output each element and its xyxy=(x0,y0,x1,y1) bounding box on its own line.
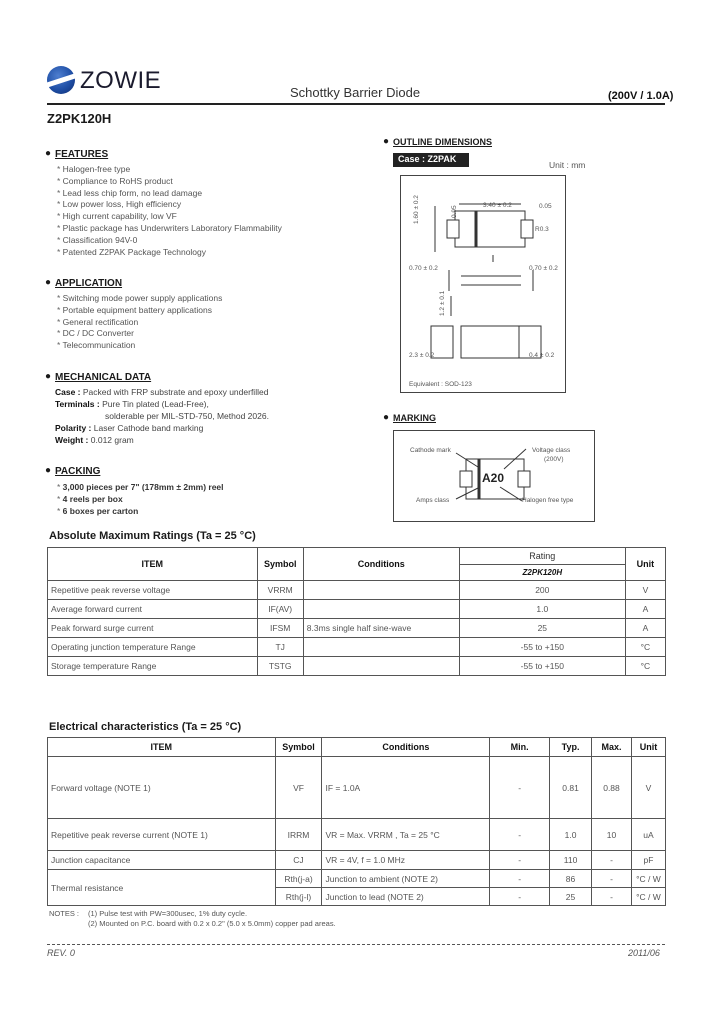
cell-max: 0.88 xyxy=(592,757,632,819)
cell-cond: Junction to lead (NOTE 2) xyxy=(322,888,490,906)
col-min: Min. xyxy=(490,738,550,757)
cell-unit: V xyxy=(631,757,665,819)
header-divider xyxy=(47,103,665,105)
table-row xyxy=(48,581,666,600)
col-item: ITEM xyxy=(48,548,258,581)
dim-label: R0.3 xyxy=(535,226,549,233)
cell-unit: V xyxy=(625,581,665,600)
bullet-icon: ● xyxy=(383,412,390,423)
packing-title: PACKING xyxy=(55,466,101,477)
list-item: * 3,000 pieces per 7" (178mm ± 2mm) reel xyxy=(57,481,224,493)
cell-cond xyxy=(303,638,459,657)
list-item: * Compliance to RoHS product xyxy=(57,176,282,188)
cell-cond xyxy=(303,657,459,676)
cell-item: Thermal resistance xyxy=(48,870,276,906)
brand-name: ZOWIE xyxy=(80,67,162,94)
col-typ: Typ. xyxy=(550,738,592,757)
table-row xyxy=(48,638,666,657)
cell-item: Operating junction temperature Range xyxy=(48,638,258,657)
revision-label: REV. 0 xyxy=(47,948,75,958)
col-conditions: Conditions xyxy=(303,548,459,581)
features-list xyxy=(57,164,282,258)
marking-code: A20 xyxy=(482,471,505,485)
part-number: Z2PK120H xyxy=(47,111,112,126)
abs-max-table xyxy=(47,547,666,676)
zowie-logo-icon xyxy=(47,66,75,94)
table-row xyxy=(48,657,666,676)
application-title: APPLICATION xyxy=(55,278,123,289)
cell-symbol: TSTG xyxy=(257,657,303,676)
list-item: * Lead less chip form, no lead damage xyxy=(57,188,282,200)
application-list xyxy=(57,293,222,352)
col-symbol: Symbol xyxy=(275,738,322,757)
packing-list xyxy=(57,481,224,517)
note-2: (2) Mounted on P.C. board with 0.2 x 0.2" (5.0 x 5.0mm) copper pad areas. xyxy=(88,919,336,928)
cell-item: Forward voltage (NOTE 1) xyxy=(48,757,276,819)
cell-unit: uA xyxy=(631,819,665,851)
cell-cond: VR = Max. VRRM , Ta = 25 °C xyxy=(322,819,490,851)
notes-label: NOTES : xyxy=(49,909,80,918)
cell-cond xyxy=(303,600,459,619)
terminals-value: Pure Tin plated (Lead-Free), xyxy=(102,399,209,409)
cell-item: Repetitive peak reverse voltage xyxy=(48,581,258,600)
list-item: * Telecommunication xyxy=(57,340,222,352)
weight-value: 0.012 gram xyxy=(90,435,134,445)
cell-unit: °C xyxy=(625,638,665,657)
col-unit: Unit xyxy=(631,738,665,757)
features-title: FEATURES xyxy=(55,149,109,160)
bullet-icon: ● xyxy=(45,371,52,382)
dim-label: 2.3 ± 0.2 xyxy=(409,352,435,359)
col-conditions: Conditions xyxy=(322,738,490,757)
terminals-label: Terminals : xyxy=(55,399,100,409)
cell-rating: 25 xyxy=(459,619,625,638)
cell-max: - xyxy=(592,888,632,906)
cell-cond xyxy=(303,581,459,600)
outline-drawing xyxy=(400,175,566,393)
cell-item: Average forward current xyxy=(48,600,258,619)
cell-unit: °C xyxy=(625,657,665,676)
cell-min: - xyxy=(490,870,550,888)
spec-badge: (200V / 1.0A) xyxy=(608,90,674,102)
cell-typ: 86 xyxy=(550,870,592,888)
mechanical-title: MECHANICAL DATA xyxy=(55,372,152,383)
cell-unit: A xyxy=(625,600,665,619)
cell-symbol: Rth(j-a) xyxy=(275,870,322,888)
cell-symbol: IF(AV) xyxy=(257,600,303,619)
list-item: * Classification 94V-0 xyxy=(57,235,282,247)
halogen-label: Halogen free type xyxy=(522,497,574,504)
list-item: * Halogen-free type xyxy=(57,164,282,176)
cell-unit: A xyxy=(625,619,665,638)
case-value: Packed with FRP substrate and epoxy underfilled xyxy=(82,387,269,397)
terminals-value-2: solderable per MIL-STD-750, Method 2026. xyxy=(105,411,269,421)
table-row xyxy=(48,870,666,888)
table-row xyxy=(48,819,666,851)
col-max: Max. xyxy=(592,738,632,757)
dim-label: 3.40 ± 0.2 xyxy=(483,202,512,209)
cell-symbol: VF xyxy=(275,757,322,819)
cell-typ: 0.81 xyxy=(550,757,592,819)
unit-label: Unit : mm xyxy=(549,160,586,170)
marking-title: MARKING xyxy=(393,413,436,423)
dim-label: 0.4 ± 0.2 xyxy=(529,352,555,359)
list-item: * 6 boxes per carton xyxy=(57,505,224,517)
cell-max: 10 xyxy=(592,819,632,851)
table-row xyxy=(48,600,666,619)
outline-title: OUTLINE DIMENSIONS xyxy=(393,137,493,147)
dim-label: 1.2 ± 0.1 xyxy=(439,290,446,316)
bullet-icon: ● xyxy=(383,136,390,147)
table-row xyxy=(48,619,666,638)
table-row xyxy=(48,757,666,819)
bullet-icon: ● xyxy=(45,148,52,159)
list-item: * 4 reels per box xyxy=(57,493,224,505)
cell-min: - xyxy=(490,851,550,870)
cell-symbol: IRRM xyxy=(275,819,322,851)
polarity-label: Polarity : xyxy=(55,423,92,433)
list-item: * DC / DC Converter xyxy=(57,328,222,340)
list-item: * Low power loss, High efficiency xyxy=(57,199,282,211)
cell-cond: 8.3ms single half sine-wave xyxy=(303,619,459,638)
list-item: * Plastic package has Underwriters Laboratory Flammability xyxy=(57,223,282,235)
bullet-icon: ● xyxy=(45,465,52,476)
cell-max: - xyxy=(592,851,632,870)
list-item: * Patented Z2PAK Package Technology xyxy=(57,247,282,259)
polarity-value: Laser Cathode band marking xyxy=(93,423,204,433)
col-unit: Unit xyxy=(625,548,665,581)
cell-symbol: CJ xyxy=(275,851,322,870)
dim-label: 0.70 ± 0.2 xyxy=(529,265,558,272)
mechanical-data xyxy=(55,386,375,446)
cell-rating: -55 to +150 xyxy=(459,638,625,657)
cell-min: - xyxy=(490,819,550,851)
cell-symbol: VRRM xyxy=(257,581,303,600)
cell-symbol: TJ xyxy=(257,638,303,657)
col-rating: Rating xyxy=(459,548,625,565)
dim-label: 0.70 ± 0.2 xyxy=(409,265,438,272)
list-item: * General rectification xyxy=(57,317,222,329)
cell-item: Peak forward surge current xyxy=(48,619,258,638)
case-label: Case : xyxy=(55,387,81,397)
case-tag: Case : Z2PAK xyxy=(393,153,469,167)
cell-typ: 25 xyxy=(550,888,592,906)
voltage-class-label: Voltage class xyxy=(532,447,571,454)
cell-cond: VR = 4V, f = 1.0 MHz xyxy=(322,851,490,870)
note-1: (1) Pulse test with PW=300usec, 1% duty cycle. xyxy=(88,909,248,918)
cell-symbol: Rth(j-l) xyxy=(275,888,322,906)
cell-rating: 1.0 xyxy=(459,600,625,619)
doc-title: Schottky Barrier Diode xyxy=(290,85,421,100)
dim-label: 0.95 xyxy=(451,205,458,218)
table-row xyxy=(48,851,666,870)
list-item: * Switching mode power supply applications xyxy=(57,293,222,305)
cell-min: - xyxy=(490,888,550,906)
cell-cond: IF = 1.0A xyxy=(322,757,490,819)
cell-rating: 200 xyxy=(459,581,625,600)
bullet-icon: ● xyxy=(45,277,52,288)
dim-label: 1.60 ± 0.2 xyxy=(413,195,420,224)
col-rating-part: Z2PK120H xyxy=(459,565,625,581)
cell-typ: 1.0 xyxy=(550,819,592,851)
dim-label: 0.05 xyxy=(539,203,552,210)
cell-unit: pF xyxy=(631,851,665,870)
cell-min: - xyxy=(490,757,550,819)
cell-item: Storage temperature Range xyxy=(48,657,258,676)
equivalent-label: Equivalent : SOD-123 xyxy=(409,381,472,388)
elec-title: Electrical characteristics (Ta = 25 °C) xyxy=(49,721,242,733)
footer-divider xyxy=(47,944,665,945)
weight-label: Weight : xyxy=(55,435,89,445)
elec-table xyxy=(47,737,666,906)
cell-unit: °C / W xyxy=(631,870,665,888)
cell-unit: °C / W xyxy=(631,888,665,906)
cathode-mark-label: Cathode mark xyxy=(410,447,451,454)
cell-item: Repetitive peak reverse current (NOTE 1) xyxy=(48,819,276,851)
cell-cond: Junction to ambient (NOTE 2) xyxy=(322,870,490,888)
date-label: 2011/06 xyxy=(628,948,660,958)
cell-max: - xyxy=(592,870,632,888)
cell-rating: -55 to +150 xyxy=(459,657,625,676)
cell-item: Junction capacitance xyxy=(48,851,276,870)
cell-symbol: IFSM xyxy=(257,619,303,638)
voltage-class-value: (200V) xyxy=(544,456,564,463)
col-item: ITEM xyxy=(48,738,276,757)
list-item: * Portable equipment battery applications xyxy=(57,305,222,317)
marking-diagram xyxy=(393,430,595,522)
amps-class-label: Amps class xyxy=(416,497,450,504)
col-symbol: Symbol xyxy=(257,548,303,581)
cell-typ: 110 xyxy=(550,851,592,870)
abs-max-title: Absolute Maximum Ratings (Ta = 25 °C) xyxy=(49,530,256,542)
list-item: * High current capability, low VF xyxy=(57,211,282,223)
